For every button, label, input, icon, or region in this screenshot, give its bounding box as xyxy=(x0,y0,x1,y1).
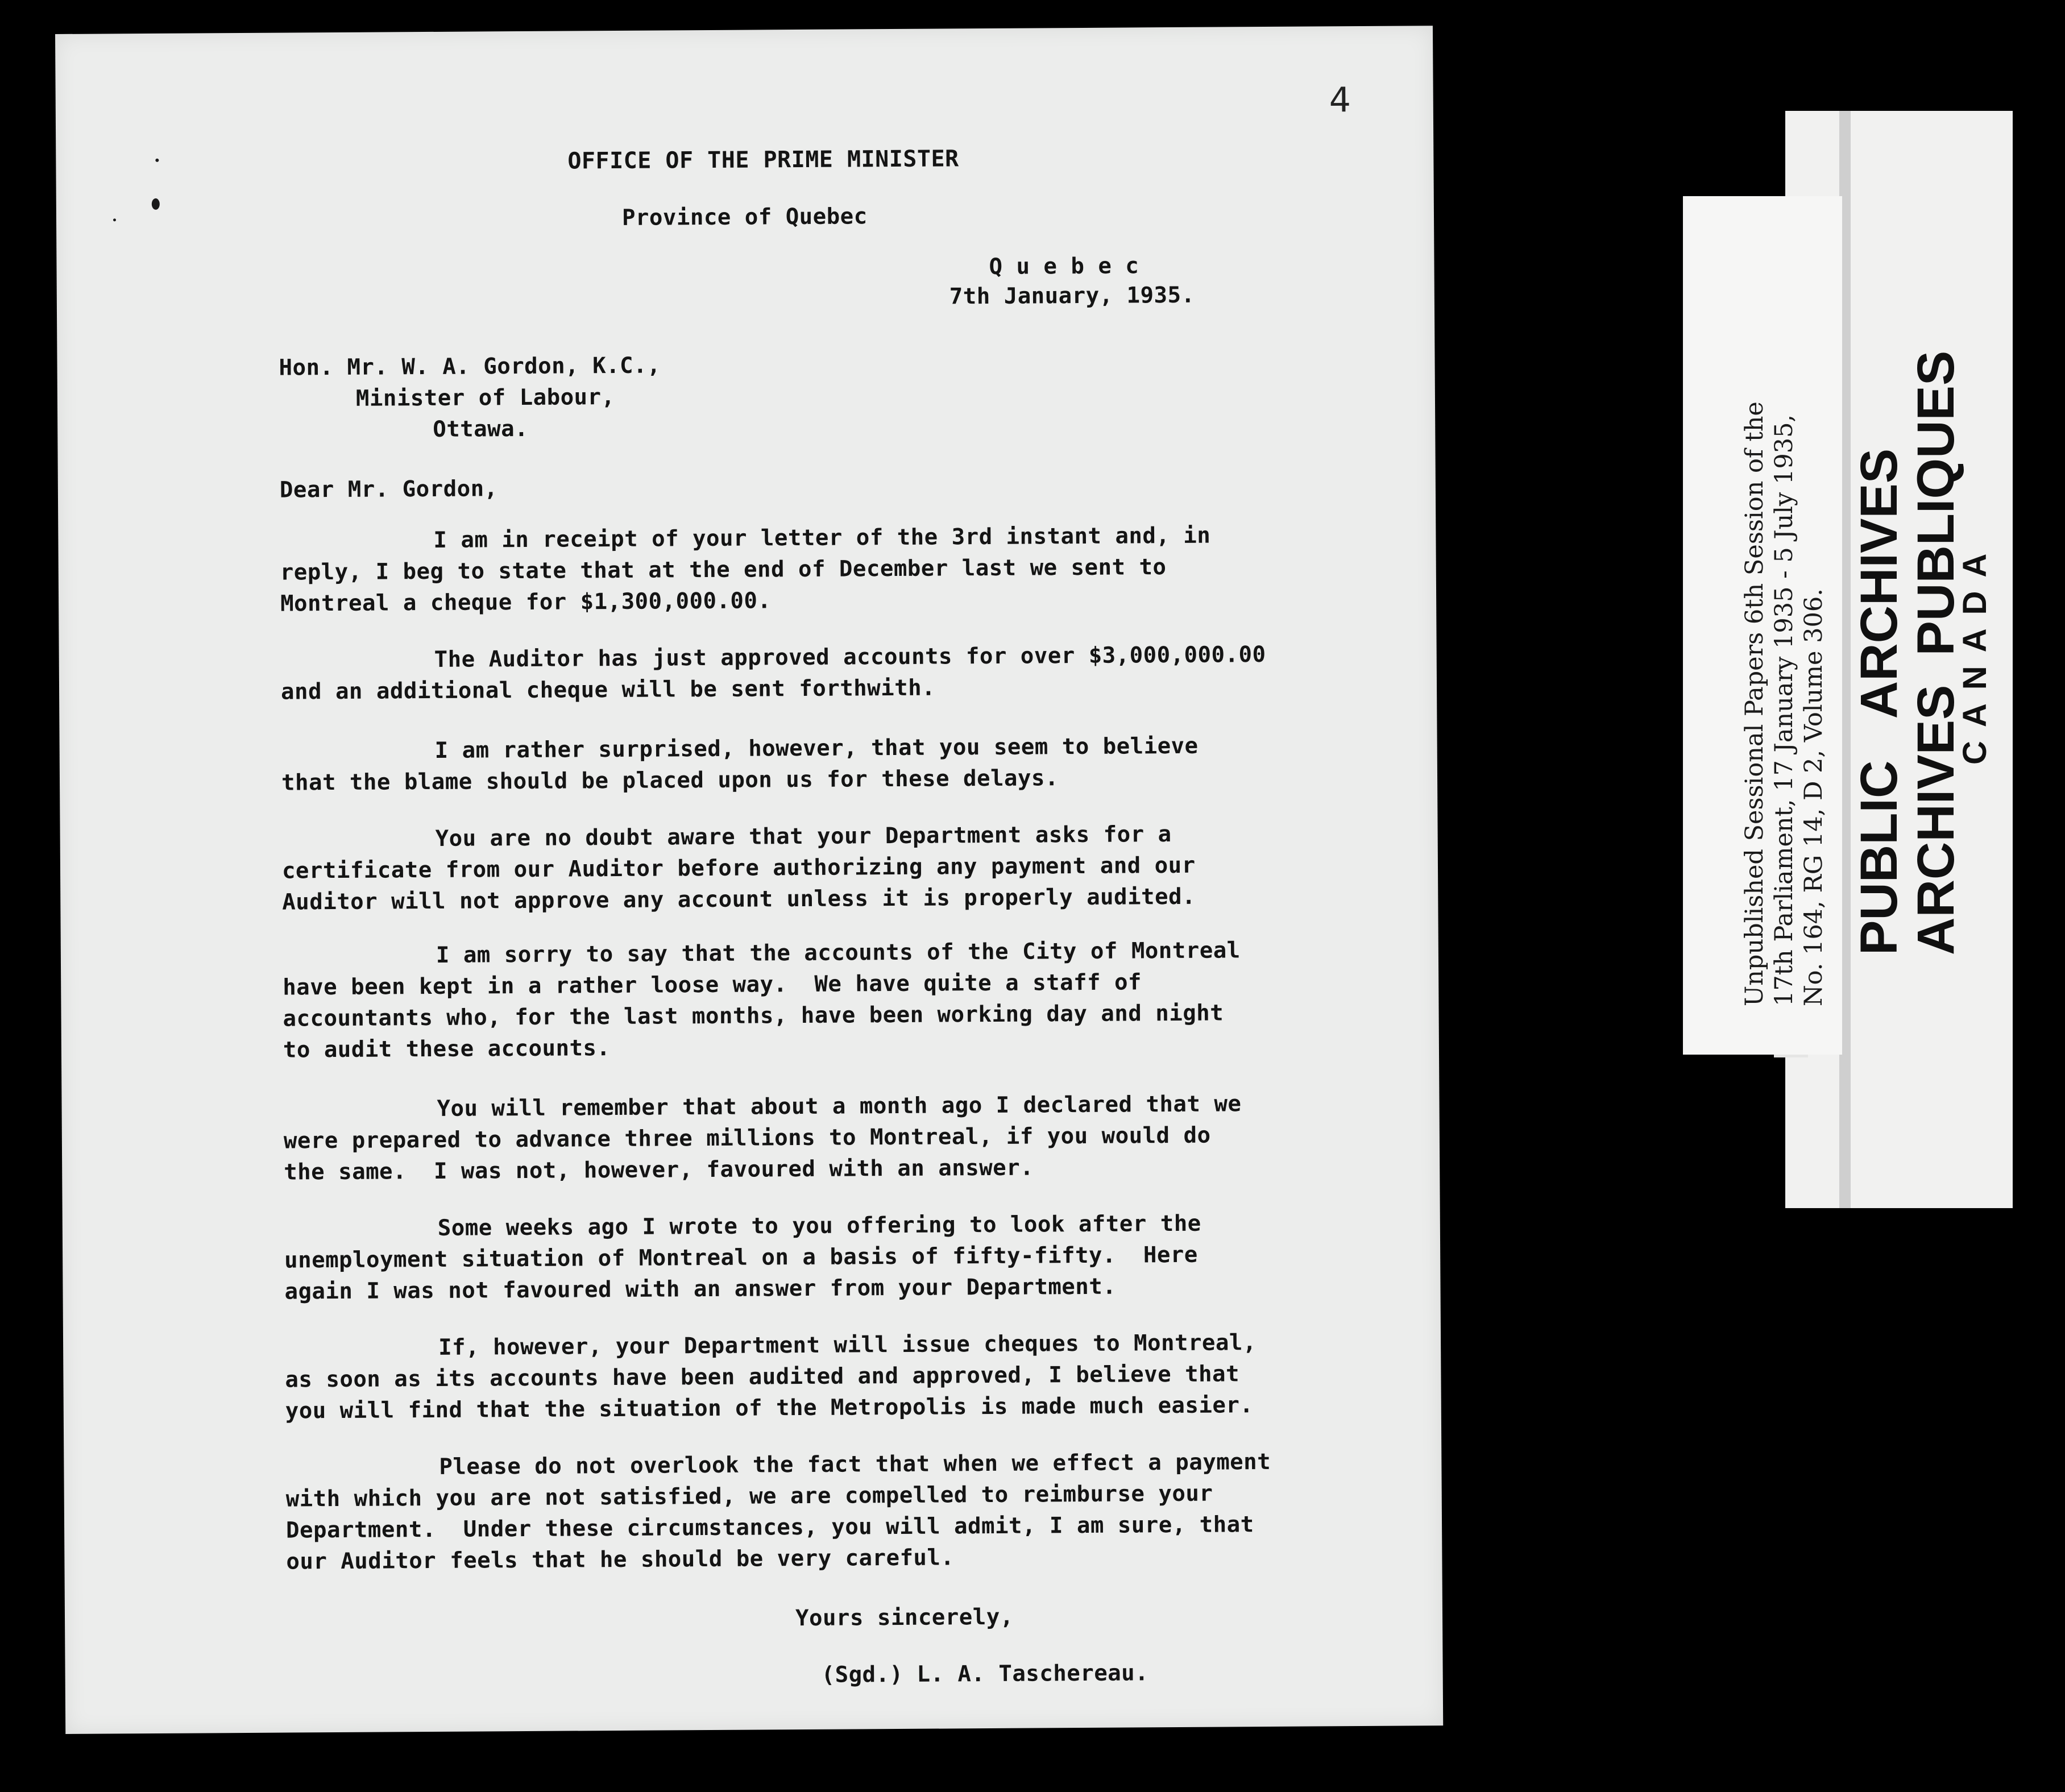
paragraph-line: and an additional cheque will be sent forthwith. xyxy=(280,675,936,705)
public-archives-line: PUBLIC ARCHIVES xyxy=(1850,448,1908,955)
canada-label: CANADA xyxy=(1956,540,1993,765)
paragraph-line: our Auditor feels that he should be very careful. xyxy=(286,1545,955,1575)
paragraph-line: I am rather surprised, however, that you seem to believe xyxy=(434,733,1199,764)
paragraph-line: again I was not favoured with an answer from your Department. xyxy=(284,1274,1117,1305)
paragraph-line: have been kept in a rather loose way. We have quite a staff of xyxy=(283,969,1142,1001)
paragraph-line: with which you are not satisfied, we are compelled to reimburse your xyxy=(285,1480,1213,1512)
paragraph-line: that the blame should be placed upon us for these delays. xyxy=(281,765,1059,796)
paragraph-line: accountants who, for the last months, have been working day and night xyxy=(283,1000,1224,1032)
paragraph-line: Some weeks ago I wrote to you offering to look after the xyxy=(437,1210,1201,1241)
paragraph-line: Department. Under these circumstances, you will admit, I am sure, that xyxy=(285,1512,1254,1544)
sessional-note-line: Unpublished Sessional Papers 6th Session of the xyxy=(1740,401,1769,1006)
ink-speck xyxy=(155,159,159,162)
office-heading: OFFICE OF THE PRIME MINISTER xyxy=(567,146,959,175)
page-number: 4 xyxy=(1329,80,1351,121)
paragraph-line: If, however, your Department will issue cheques to Montreal, xyxy=(438,1330,1257,1360)
paragraph-line: certificate from our Auditor before authorizing any payment and our xyxy=(281,852,1196,884)
public-archives-stamp xyxy=(1851,351,1964,955)
ink-speck xyxy=(152,198,160,210)
paragraph-line: Please do not overlook the fact that when we effect a payment xyxy=(439,1449,1271,1480)
ink-speck xyxy=(113,218,116,221)
paragraph-line: I am sorry to say that the accounts of the City of Montreal xyxy=(436,938,1241,968)
paragraph-line: The Auditor has just approved accounts for over $3,000,000.00 xyxy=(434,642,1266,673)
sessional-papers-note xyxy=(1740,401,1828,1006)
public-archives-line: ARCHIVES PUBLIQUES xyxy=(1907,350,1965,955)
paragraph-line: Montreal a cheque for $1,300,000.00. xyxy=(280,588,772,617)
paragraph-line: reply, I beg to state that at the end of December last we sent to xyxy=(280,554,1167,586)
paragraph-line: You will remember that about a month ago I declared that we xyxy=(437,1091,1242,1122)
paragraph-line: were prepared to advance three millions to Montreal, if you would do xyxy=(283,1122,1211,1154)
recipient-line: Minister of Labour, xyxy=(355,384,615,412)
place-line: Q u e b e c xyxy=(989,253,1139,280)
salutation: Dear Mr. Gordon, xyxy=(279,476,498,503)
date-line: 7th January, 1935. xyxy=(949,282,1195,310)
paragraph-line: you will find that the situation of the Metropolis is made much easier. xyxy=(285,1392,1254,1424)
sessional-note-line: 17th Parliament, 17 January 1935 - 5 July 1935, xyxy=(1770,414,1798,1006)
province-line: Province of Quebec xyxy=(621,204,868,231)
paragraph-line: to audit these accounts. xyxy=(283,1035,611,1063)
paragraph-line: I am in receipt of your letter of the 3rd instant and, in xyxy=(433,522,1211,553)
sessional-note-line: No. 164, RG 14, D 2, Volume 306. xyxy=(1799,588,1828,1006)
recipient-line: Hon. Mr. W. A. Gordon, K.C., xyxy=(279,352,661,381)
paragraph-line: the same. I was not, however, favoured with an answer. xyxy=(284,1155,1034,1185)
closing: Yours sincerely, xyxy=(795,1604,1014,1632)
letter-page xyxy=(55,26,1443,1734)
paragraph-line: Auditor will not approve any account unless it is properly audited. xyxy=(282,883,1196,915)
recipient-line: Ottawa. xyxy=(433,416,529,442)
paragraph-line: unemployment situation of Montreal on a basis of fifty-fifty. Here xyxy=(284,1242,1198,1274)
paragraph-line: You are no doubt aware that your Department asks for a xyxy=(435,822,1172,852)
signature: (Sgd.) L. A. Taschereau. xyxy=(821,1660,1149,1688)
paragraph-line: as soon as its accounts have been audited and approved, I believe that xyxy=(285,1361,1240,1393)
